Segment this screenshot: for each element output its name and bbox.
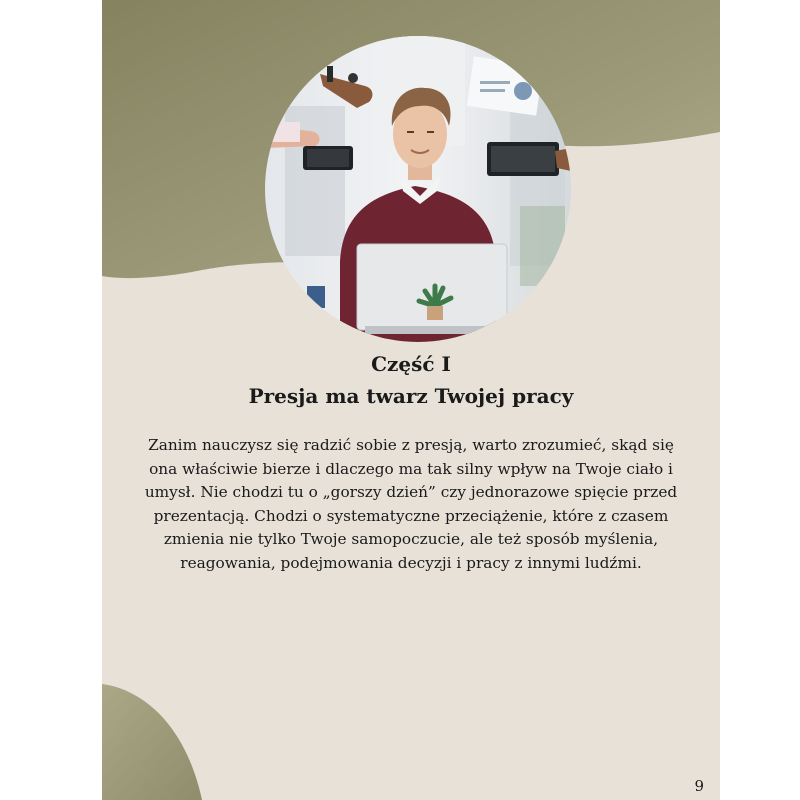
document-page (102, 0, 720, 800)
body-paragraph: Zanim nauczysz się radzić sobie z presją, warto zrozumieć, skąd się ona właściwie bierze i dlaczego ma tak silny wpływ na Twoje ciało i umysł. Nie chodzi tu o „gorszy dzień” czy jednorazowe spięcie przed prezentacją. Chodzi o systematyczne przeciążenie, które z czasem zmienia nie tylko Twoje samopoczucie, ale też sposób myślenia, reagowania, podejmowania decyzji i pracy z innymi ludźmi. (144, 436, 678, 572)
office-worker-photo (265, 36, 571, 342)
office-worker-illustration (265, 36, 571, 342)
page-number: 9 (694, 777, 704, 795)
chapter-title: Presja ma twarz Twojej pracy (248, 384, 574, 408)
part-heading: Część I (371, 352, 451, 376)
